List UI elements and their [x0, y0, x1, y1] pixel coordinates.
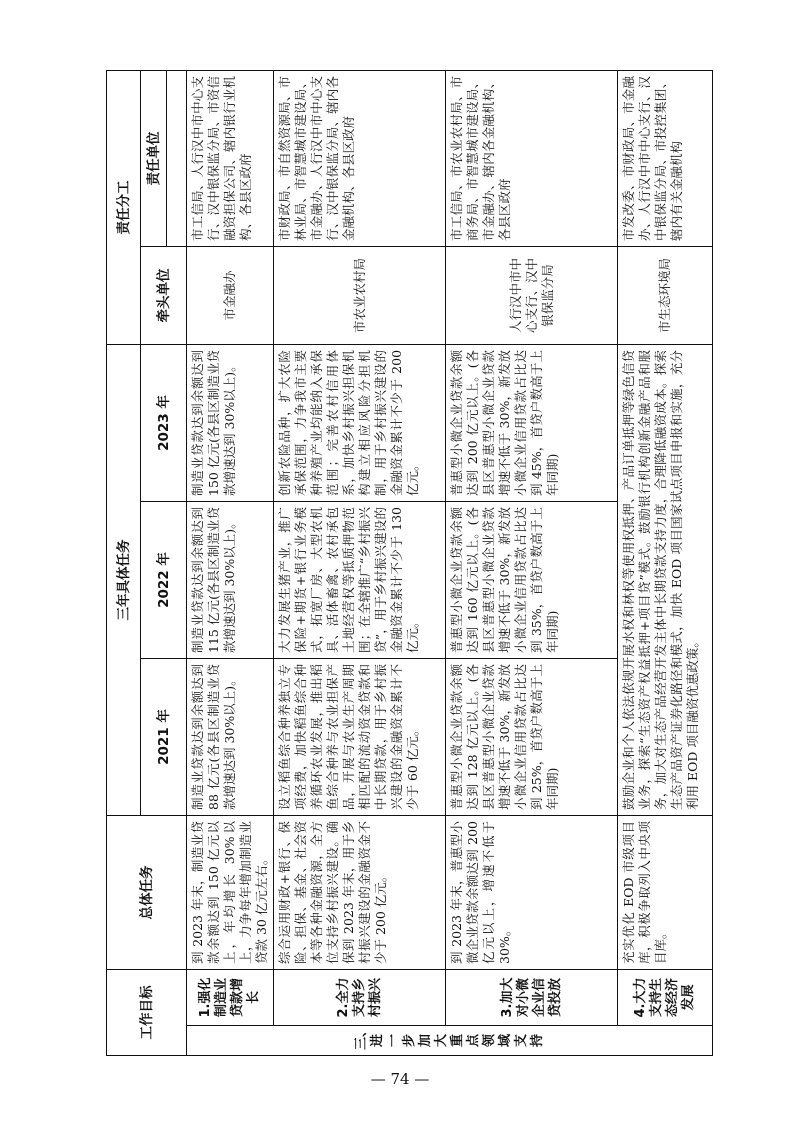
table-row-3	[446, 70, 618, 1055]
row1-overall: 到 2023 年末，制造业贷款余额达到 150 亿元以上，年均增长 30%以上，力争每年增加制造业贷款 30 亿元左右。	[187, 816, 274, 970]
row4-goal: 4.大力支持生态经济发展	[618, 970, 713, 1026]
row3-2023: 普惠型小微企业贷款余额达到 200 亿元以上。(各县区普惠型小微企业贷款增速不低于 30%，新发放小微企业信用贷款占比达到 45%，首贷户数高于上年同期)	[446, 344, 618, 501]
row3-2021: 普惠型小微企业贷款余额达到 128 亿元以上。(各县区普惠型小微企业贷款增速不低于 30%，新发放小微企业信用贷款占比达到 25%，首贷户数高于上年同期)	[446, 659, 618, 816]
header-division: 责任分工	[107, 70, 141, 344]
header-2023: 2023 年	[141, 344, 187, 501]
row1-2021: 制造业贷款达到余额达到 88 亿元(各县区制造业贷款增速达到 30%以上)。	[187, 659, 274, 816]
row2-goal: 2.全力支持乡村振兴	[274, 970, 446, 1026]
header-2021: 2021 年	[141, 659, 187, 816]
row4-overall: 充实优化 EOD 市级项目库，积极争取列入中央项目库。	[618, 816, 713, 970]
row2-2021: 设立稻鱼综合种养独立专项经费，加快稻鱼综合种养循环农业发展，推出稻鱼综合种养与农业担保产品，开展与农业生产周期相匹配的流动资金贷款和中长期贷款，用于乡村振兴建设的金融资金累计不少于 60 亿元。	[274, 659, 446, 816]
table-row-1	[187, 70, 274, 1055]
row3-overall: 到 2023 年末，普惠型小微企业贷款余额达到 200 亿元以上，增速不低于 30%。	[446, 816, 618, 970]
row3-resp-unit: 市工信局、市农业农村局、市商务局、市智慧城市建设局、市金融办、辖内各金融机构、各县区政府	[446, 70, 618, 246]
table-row-2	[274, 70, 446, 1055]
page-number: — 74 —	[370, 1070, 430, 1088]
header-resp-unit-spacer	[167, 70, 187, 246]
row1-2023: 制造业贷款达到余额达到 150 亿元(各县区制造业贷款增速达到 30%以上)。	[187, 344, 274, 501]
row2-lead-unit: 市农业农村局	[274, 246, 446, 344]
row2-overall: 综合运用财政+银行、保险、担保、基金、社会资本等各种金融资源，全方位支持乡村振兴建设。确保到 2023 年末，用于乡村振兴建设的金融资金不少于 200 亿元。	[274, 816, 446, 970]
row3-lead-unit: 人行汉中市中心支行、汉中银保监分局	[446, 246, 618, 344]
row3-goal: 3.加大对小微企业信贷投放	[446, 970, 618, 1026]
row1-lead-unit: 市金融办	[187, 246, 274, 344]
header-2022: 2022 年	[141, 502, 187, 659]
header-work-goal: 工作目标	[107, 970, 187, 1056]
row2-2023: 创新农险品种，扩大农险承保范围，力争我市主要种养殖产业均能纳入承保范围；完善农村信用体系，加快乡村振兴担保机构建立相应风险分担机制，用于乡村振兴建设的金融资金累计不少于 200 亿元。	[274, 344, 446, 501]
section-title: 三、进一步加大重点领域支持	[187, 1026, 713, 1056]
row1-2022: 制造业贷款达到余额达到 115 亿元(各县区制造业贷款增速达到 30%以上)。	[187, 502, 274, 659]
row4-lead-unit: 市生态环境局	[618, 246, 713, 344]
row4-resp-unit: 市发改委、市财政局、市金融办、人行汉中市中心支行、汉中银保监分局、市投控集团、辖内有关金融机构	[618, 70, 713, 246]
row2-2022: 大力发展生猪产业，推广保险+期货+银行业务模式，拓宽厂房、大型农机具、活体畜禽、农村承包土地经营权等抵质押物范围；在全辖推广“乡村振兴贷”，用于乡村振兴建设的金融资金累计不少于 130 亿元。	[274, 502, 446, 659]
header-three-year-task: 三年具体任务	[107, 344, 141, 815]
row1-resp-unit: 市工信局、人行汉中市中心支行、汉中银保监分局、市资信融资担保公司、辖内银行业机构、各县区政府	[187, 70, 274, 246]
row2-resp-unit: 市财政局、市自然资源局、市林业局、市智慧城市建设局、市金融办、人行汉中市中心支行、汉中银保监分局、辖内各金融机构、各县区政府	[274, 70, 446, 246]
row1-goal: 1.强化制造业贷款增长	[187, 970, 274, 1026]
work-plan-table	[106, 70, 713, 1056]
table-row-4	[618, 70, 713, 1055]
row4-three-year-merged: 鼓励企业和个人依法依规开展水权和林权等使用权抵押、产品订单抵押等绿色信贷业务，探索“生态资产权益抵押+项目贷”模式。鼓励银行机构创新金融产品和服务，加大对生态产品经营开发主体中长期贷款支持力度，合理降低融资成本。探索生态产品资产证券化路径和模式，加快 EOD 项目国家试点项目申报和实施，充分利用 EOD 项目融资优惠政策。	[618, 344, 713, 815]
header-row-1	[107, 70, 141, 1055]
row3-2022: 普惠型小微企业贷款余额达到 160 亿元以上。(各县区普惠型小微企业贷款增速不低于 30%，新发放小微企业信用贷款占比达到 35%，首贷户数高于上年同期)	[446, 502, 618, 659]
header-resp-unit: 责任单位	[141, 70, 167, 246]
header-lead-unit: 牵头单位	[141, 246, 187, 344]
header-overall-task: 总体任务	[107, 816, 187, 970]
rotated-table-container	[106, 71, 705, 1056]
